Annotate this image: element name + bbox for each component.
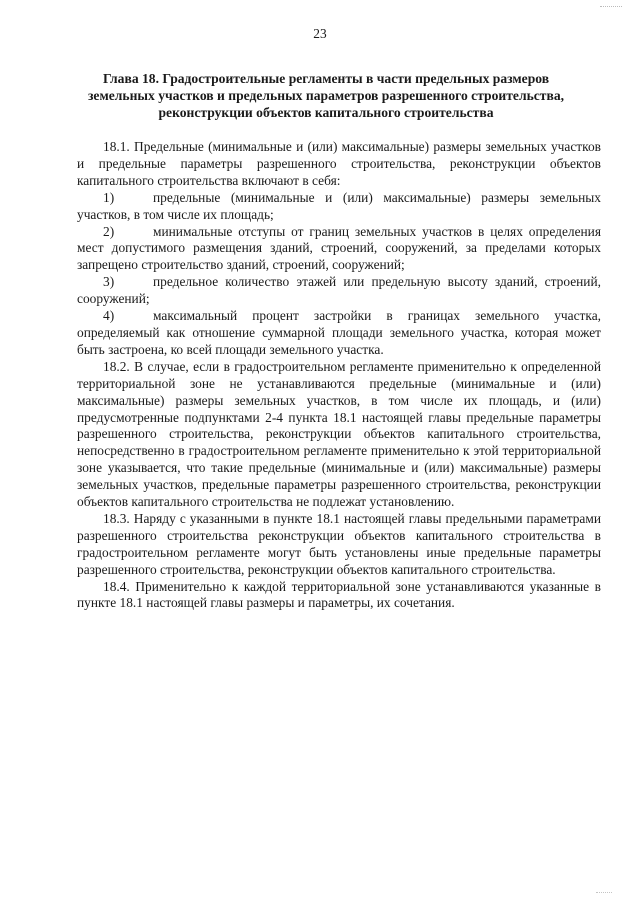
- paragraph-18-4: 18.4. Применительно к каждой территориальной зоне устанавливаются указанные в пункте 18.1 настоящей главы размеры и параметры, их сочетания.: [77, 578, 601, 611]
- paragraph-18-3: 18.3. Наряду с указанными в пункте 18.1 настоящей главы предельными параметрами разрешенного строительства реконструкции объектов капитального строительства в градостроительном регламенте могут быть установлены иные предельные параметры разрешенного строительства, реконструкции объектов капитального строительства.: [77, 510, 601, 577]
- scan-mark: [600, 0, 622, 7]
- page-number: 23: [313, 26, 327, 41]
- list-item-number: 2): [103, 223, 115, 239]
- list-item: [77, 190, 601, 224]
- list-item-text: предельное количество этажей или предельную высоту зданий, строений, сооружений;: [77, 274, 601, 307]
- chapter-heading: [76, 70, 576, 121]
- list-item-text: минимальные отступы от границ земельных участков в целях определения мест допустимого размещения зданий, строений, сооружений, за пределами которых запрещено строительство зданий, строений, сооружений;: [77, 223, 601, 273]
- document-body: [77, 139, 601, 612]
- list-item: [77, 274, 601, 308]
- list-item-number: 3): [103, 274, 115, 290]
- list-item-text: максимальный процент застройки в границах земельного участка, определяемый как отношение суммарной площади земельного участка, которая может быть застроена, ко всей площади земельного участка.: [77, 308, 601, 357]
- list-item-text: предельные (минимальные и (или) максимальные) размеры земельных участков, в том числе их площадь;: [77, 189, 601, 222]
- list-item: [77, 308, 601, 359]
- scan-mark: [596, 892, 612, 897]
- chapter-heading-line: Глава 18. Градостроительные регламенты в части предельных размеров: [102, 71, 550, 86]
- paragraph-18-2: 18.2. В случае, если в градостроительном регламенте применительно к определенной территориальной зоне не устанавливаются предельные (минимальные и (или) максимальные) размеры земельных участков, в том числе их площадь, и (или) предусмотренные подпунктами 2-4 пункта 18.1 настоящей главы предельные параметры разрешенного строительства, реконструкции объектов капитального строительства, непосредственно в градостроительном регламенте применительно к этой территориальной зоне указывается, что такие предельные (минимальные и (или) максимальные) размеры земельных участков, предельные параметры разрешенного строительства, реконструкции объектов капитального строительства не подлежат установлению.: [77, 358, 601, 510]
- chapter-heading-line: реконструкции объектов капитального строительства: [158, 105, 494, 120]
- paragraph-18-1: 18.1. Предельные (минимальные и (или) максимальные) размеры земельных участков и предельные параметры разрешенного строительства, реконструкции объектов капитального строительства включают в себя:: [77, 139, 601, 188]
- list-item-number: 1): [103, 189, 115, 205]
- chapter-heading-line: земельных участков и предельных параметров разрешенного строительства,: [87, 88, 565, 103]
- list-item-number: 4): [103, 308, 115, 324]
- list-item: [77, 224, 601, 275]
